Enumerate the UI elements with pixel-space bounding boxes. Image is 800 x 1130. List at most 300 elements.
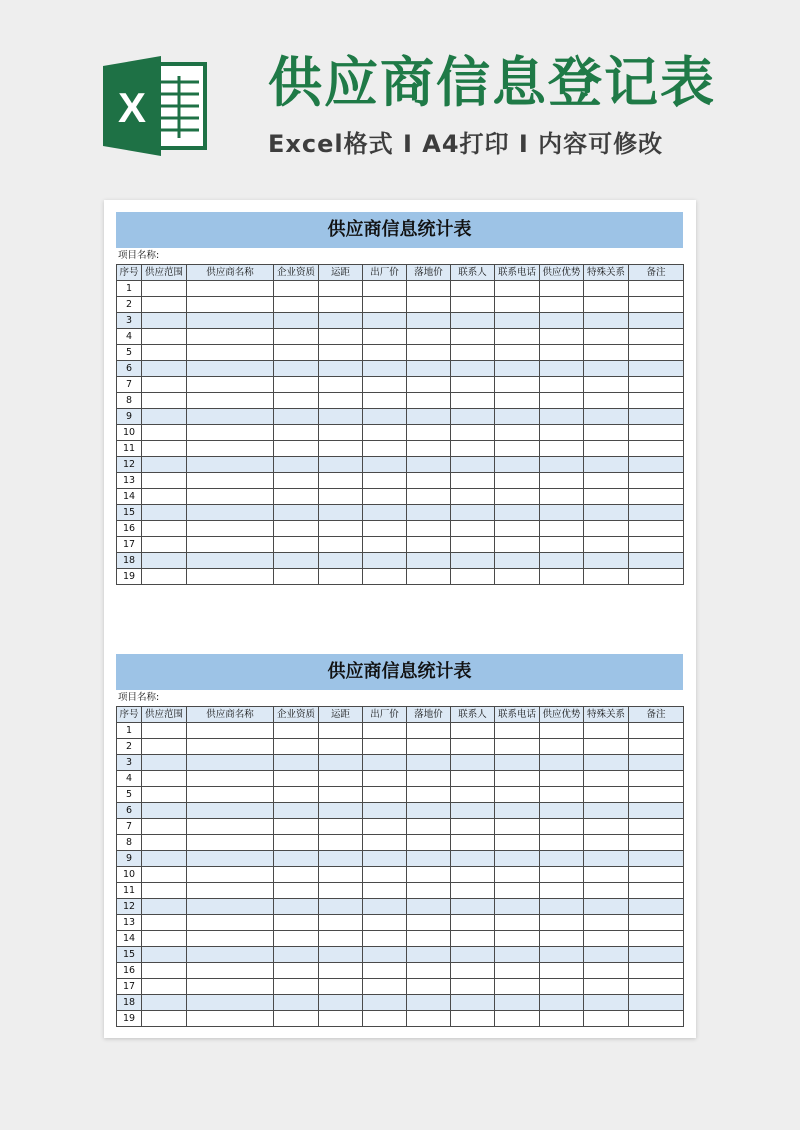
table-cell[interactable] [407, 505, 451, 521]
table-cell[interactable] [451, 425, 495, 441]
table-cell[interactable] [407, 457, 451, 473]
table-cell[interactable] [629, 963, 684, 979]
table-cell[interactable] [540, 553, 584, 569]
table-cell[interactable] [584, 569, 629, 585]
table-cell[interactable] [584, 979, 629, 995]
table-cell[interactable] [540, 457, 584, 473]
table-cell[interactable] [629, 553, 684, 569]
table-cell[interactable] [451, 835, 495, 851]
table-cell[interactable] [407, 313, 451, 329]
table-cell[interactable] [407, 361, 451, 377]
table-cell[interactable] [407, 915, 451, 931]
table-cell[interactable] [451, 393, 495, 409]
table-cell[interactable] [451, 297, 495, 313]
table-cell[interactable] [142, 281, 187, 297]
table-cell[interactable] [540, 393, 584, 409]
table-cell[interactable] [629, 867, 684, 883]
table-cell[interactable] [451, 537, 495, 553]
table-cell[interactable] [540, 899, 584, 915]
table-cell[interactable] [142, 1011, 187, 1027]
table-cell[interactable] [363, 281, 407, 297]
table-cell[interactable] [274, 851, 319, 867]
table-cell[interactable] [319, 553, 363, 569]
table-cell[interactable] [407, 819, 451, 835]
table-cell[interactable] [319, 947, 363, 963]
table-cell[interactable] [629, 537, 684, 553]
table-cell[interactable] [451, 441, 495, 457]
table-cell[interactable] [451, 899, 495, 915]
table-cell[interactable] [274, 505, 319, 521]
table-cell[interactable] [274, 931, 319, 947]
table-cell[interactable] [363, 569, 407, 585]
table-cell[interactable] [187, 329, 274, 345]
table-cell[interactable] [584, 947, 629, 963]
table-cell[interactable] [407, 553, 451, 569]
table-cell[interactable] [363, 819, 407, 835]
table-cell[interactable] [407, 377, 451, 393]
table-cell[interactable] [407, 537, 451, 553]
table-cell[interactable] [274, 329, 319, 345]
table-cell[interactable] [495, 537, 540, 553]
table-cell[interactable] [540, 473, 584, 489]
table-cell[interactable] [584, 345, 629, 361]
table-cell[interactable] [363, 425, 407, 441]
table-cell[interactable] [142, 473, 187, 489]
table-cell[interactable] [319, 441, 363, 457]
table-cell[interactable] [363, 755, 407, 771]
table-cell[interactable] [319, 505, 363, 521]
table-cell[interactable] [629, 915, 684, 931]
table-cell[interactable] [274, 553, 319, 569]
table-cell[interactable] [540, 505, 584, 521]
table-cell[interactable] [495, 899, 540, 915]
table-cell[interactable] [451, 915, 495, 931]
table-cell[interactable] [495, 457, 540, 473]
table-cell[interactable] [274, 915, 319, 931]
table-cell[interactable] [363, 771, 407, 787]
table-cell[interactable] [495, 771, 540, 787]
table-cell[interactable] [142, 771, 187, 787]
table-cell[interactable] [451, 329, 495, 345]
table-cell[interactable] [319, 979, 363, 995]
table-cell[interactable] [584, 409, 629, 425]
table-cell[interactable] [407, 473, 451, 489]
table-cell[interactable] [584, 489, 629, 505]
table-cell[interactable] [451, 345, 495, 361]
table-cell[interactable] [363, 297, 407, 313]
table-cell[interactable] [451, 803, 495, 819]
table-cell[interactable] [142, 521, 187, 537]
table-cell[interactable] [363, 521, 407, 537]
table-cell[interactable] [142, 425, 187, 441]
table-cell[interactable] [142, 723, 187, 739]
table-cell[interactable] [274, 867, 319, 883]
table-cell[interactable] [629, 1011, 684, 1027]
table-cell[interactable] [274, 787, 319, 803]
table-cell[interactable] [629, 995, 684, 1011]
table-cell[interactable] [142, 867, 187, 883]
table-cell[interactable] [142, 739, 187, 755]
table-cell[interactable] [319, 1011, 363, 1027]
table-cell[interactable] [495, 867, 540, 883]
table-cell[interactable] [451, 787, 495, 803]
table-cell[interactable] [584, 425, 629, 441]
table-cell[interactable] [187, 931, 274, 947]
table-cell[interactable] [407, 297, 451, 313]
table-cell[interactable] [363, 537, 407, 553]
table-cell[interactable] [319, 361, 363, 377]
table-cell[interactable] [584, 553, 629, 569]
table-cell[interactable] [407, 771, 451, 787]
table-cell[interactable] [451, 819, 495, 835]
table-cell[interactable] [363, 979, 407, 995]
table-cell[interactable] [540, 867, 584, 883]
table-cell[interactable] [407, 995, 451, 1011]
table-cell[interactable] [584, 755, 629, 771]
table-cell[interactable] [495, 569, 540, 585]
table-cell[interactable] [363, 489, 407, 505]
table-cell[interactable] [187, 505, 274, 521]
table-cell[interactable] [584, 505, 629, 521]
table-cell[interactable] [187, 1011, 274, 1027]
table-cell[interactable] [187, 883, 274, 899]
table-cell[interactable] [629, 899, 684, 915]
table-cell[interactable] [451, 963, 495, 979]
table-cell[interactable] [540, 739, 584, 755]
table-cell[interactable] [274, 1011, 319, 1027]
table-cell[interactable] [629, 345, 684, 361]
table-cell[interactable] [629, 505, 684, 521]
table-cell[interactable] [319, 771, 363, 787]
table-cell[interactable] [629, 297, 684, 313]
table-cell[interactable] [319, 835, 363, 851]
table-cell[interactable] [407, 329, 451, 345]
table-cell[interactable] [407, 489, 451, 505]
table-cell[interactable] [319, 521, 363, 537]
table-cell[interactable] [142, 819, 187, 835]
table-cell[interactable] [319, 457, 363, 473]
table-cell[interactable] [451, 739, 495, 755]
table-cell[interactable] [407, 931, 451, 947]
table-cell[interactable] [363, 313, 407, 329]
table-cell[interactable] [142, 297, 187, 313]
table-cell[interactable] [274, 489, 319, 505]
table-cell[interactable] [495, 915, 540, 931]
table-cell[interactable] [540, 803, 584, 819]
table-cell[interactable] [363, 739, 407, 755]
table-cell[interactable] [319, 723, 363, 739]
table-cell[interactable] [363, 361, 407, 377]
table-cell[interactable] [495, 361, 540, 377]
table-cell[interactable] [540, 995, 584, 1011]
table-cell[interactable] [363, 883, 407, 899]
table-cell[interactable] [363, 409, 407, 425]
table-cell[interactable] [407, 393, 451, 409]
table-cell[interactable] [629, 771, 684, 787]
table-cell[interactable] [274, 723, 319, 739]
table-cell[interactable] [142, 457, 187, 473]
table-cell[interactable] [363, 867, 407, 883]
table-cell[interactable] [451, 457, 495, 473]
table-cell[interactable] [274, 473, 319, 489]
table-cell[interactable] [584, 377, 629, 393]
table-cell[interactable] [319, 819, 363, 835]
table-cell[interactable] [407, 739, 451, 755]
table-cell[interactable] [540, 329, 584, 345]
table-cell[interactable] [584, 995, 629, 1011]
table-cell[interactable] [142, 915, 187, 931]
table-cell[interactable] [495, 345, 540, 361]
table-cell[interactable] [495, 393, 540, 409]
table-cell[interactable] [187, 377, 274, 393]
table-cell[interactable] [540, 819, 584, 835]
table-cell[interactable] [187, 441, 274, 457]
table-cell[interactable] [363, 441, 407, 457]
table-cell[interactable] [363, 457, 407, 473]
table-cell[interactable] [274, 425, 319, 441]
table-cell[interactable] [451, 553, 495, 569]
table-cell[interactable] [407, 755, 451, 771]
table-cell[interactable] [540, 281, 584, 297]
table-cell[interactable] [584, 537, 629, 553]
table-cell[interactable] [319, 409, 363, 425]
table-cell[interactable] [495, 979, 540, 995]
table-cell[interactable] [187, 313, 274, 329]
table-cell[interactable] [142, 931, 187, 947]
table-cell[interactable] [540, 1011, 584, 1027]
table-cell[interactable] [584, 899, 629, 915]
table-cell[interactable] [629, 377, 684, 393]
table-cell[interactable] [540, 489, 584, 505]
table-cell[interactable] [451, 409, 495, 425]
table-cell[interactable] [319, 393, 363, 409]
table-cell[interactable] [187, 835, 274, 851]
table-cell[interactable] [407, 281, 451, 297]
table-cell[interactable] [540, 755, 584, 771]
table-cell[interactable] [187, 457, 274, 473]
table-cell[interactable] [540, 787, 584, 803]
table-cell[interactable] [274, 835, 319, 851]
table-cell[interactable] [274, 457, 319, 473]
table-cell[interactable] [319, 931, 363, 947]
table-cell[interactable] [142, 345, 187, 361]
table-cell[interactable] [540, 377, 584, 393]
table-cell[interactable] [187, 851, 274, 867]
table-cell[interactable] [319, 867, 363, 883]
table-cell[interactable] [495, 835, 540, 851]
table-cell[interactable] [629, 851, 684, 867]
table-cell[interactable] [451, 995, 495, 1011]
table-cell[interactable] [274, 313, 319, 329]
table-cell[interactable] [363, 803, 407, 819]
table-cell[interactable] [407, 1011, 451, 1027]
table-cell[interactable] [495, 803, 540, 819]
table-cell[interactable] [274, 297, 319, 313]
table-cell[interactable] [629, 313, 684, 329]
table-cell[interactable] [187, 947, 274, 963]
table-cell[interactable] [629, 329, 684, 345]
table-cell[interactable] [584, 787, 629, 803]
table-cell[interactable] [540, 313, 584, 329]
table-cell[interactable] [629, 787, 684, 803]
table-cell[interactable] [142, 835, 187, 851]
table-cell[interactable] [274, 537, 319, 553]
table-cell[interactable] [319, 313, 363, 329]
table-cell[interactable] [274, 803, 319, 819]
table-cell[interactable] [495, 723, 540, 739]
table-cell[interactable] [142, 787, 187, 803]
table-cell[interactable] [495, 851, 540, 867]
table-cell[interactable] [495, 755, 540, 771]
table-cell[interactable] [274, 963, 319, 979]
table-cell[interactable] [319, 281, 363, 297]
table-cell[interactable] [495, 409, 540, 425]
table-cell[interactable] [319, 329, 363, 345]
table-cell[interactable] [629, 835, 684, 851]
table-cell[interactable] [363, 473, 407, 489]
table-cell[interactable] [629, 979, 684, 995]
table-cell[interactable] [495, 505, 540, 521]
table-cell[interactable] [363, 899, 407, 915]
table-cell[interactable] [407, 441, 451, 457]
table-cell[interactable] [451, 851, 495, 867]
table-cell[interactable] [540, 931, 584, 947]
table-cell[interactable] [451, 979, 495, 995]
table-cell[interactable] [274, 899, 319, 915]
table-cell[interactable] [584, 441, 629, 457]
table-cell[interactable] [451, 313, 495, 329]
table-cell[interactable] [142, 883, 187, 899]
table-cell[interactable] [451, 947, 495, 963]
table-cell[interactable] [319, 739, 363, 755]
table-cell[interactable] [584, 281, 629, 297]
table-cell[interactable] [363, 915, 407, 931]
table-cell[interactable] [187, 723, 274, 739]
table-cell[interactable] [495, 819, 540, 835]
table-cell[interactable] [495, 329, 540, 345]
table-cell[interactable] [540, 979, 584, 995]
table-cell[interactable] [274, 441, 319, 457]
table-cell[interactable] [319, 963, 363, 979]
table-cell[interactable] [629, 457, 684, 473]
table-cell[interactable] [407, 803, 451, 819]
table-cell[interactable] [495, 377, 540, 393]
table-cell[interactable] [142, 553, 187, 569]
table-cell[interactable] [495, 995, 540, 1011]
table-cell[interactable] [274, 393, 319, 409]
table-cell[interactable] [274, 883, 319, 899]
table-cell[interactable] [629, 739, 684, 755]
table-cell[interactable] [187, 963, 274, 979]
table-cell[interactable] [451, 771, 495, 787]
table-cell[interactable] [540, 883, 584, 899]
table-cell[interactable] [540, 297, 584, 313]
table-cell[interactable] [319, 851, 363, 867]
table-cell[interactable] [495, 1011, 540, 1027]
table-cell[interactable] [540, 963, 584, 979]
table-cell[interactable] [407, 409, 451, 425]
table-cell[interactable] [319, 915, 363, 931]
table-cell[interactable] [495, 739, 540, 755]
table-cell[interactable] [407, 851, 451, 867]
table-cell[interactable] [407, 883, 451, 899]
table-cell[interactable] [629, 569, 684, 585]
table-cell[interactable] [407, 723, 451, 739]
table-cell[interactable] [319, 297, 363, 313]
table-cell[interactable] [142, 313, 187, 329]
table-cell[interactable] [495, 281, 540, 297]
table-cell[interactable] [142, 409, 187, 425]
table-cell[interactable] [584, 361, 629, 377]
table-cell[interactable] [584, 329, 629, 345]
table-cell[interactable] [407, 425, 451, 441]
table-cell[interactable] [363, 931, 407, 947]
table-cell[interactable] [274, 521, 319, 537]
table-cell[interactable] [319, 425, 363, 441]
table-cell[interactable] [629, 409, 684, 425]
table-cell[interactable] [187, 521, 274, 537]
table-cell[interactable] [407, 963, 451, 979]
table-cell[interactable] [142, 393, 187, 409]
table-cell[interactable] [451, 569, 495, 585]
table-cell[interactable] [540, 361, 584, 377]
table-cell[interactable] [451, 281, 495, 297]
table-cell[interactable] [584, 915, 629, 931]
table-cell[interactable] [319, 787, 363, 803]
table-cell[interactable] [451, 883, 495, 899]
table-cell[interactable] [187, 345, 274, 361]
table-cell[interactable] [363, 963, 407, 979]
table-cell[interactable] [451, 931, 495, 947]
table-cell[interactable] [407, 979, 451, 995]
table-cell[interactable] [451, 505, 495, 521]
table-cell[interactable] [363, 787, 407, 803]
table-cell[interactable] [584, 803, 629, 819]
table-cell[interactable] [540, 569, 584, 585]
table-cell[interactable] [274, 345, 319, 361]
table-cell[interactable] [142, 851, 187, 867]
table-cell[interactable] [142, 361, 187, 377]
table-cell[interactable] [451, 1011, 495, 1027]
table-cell[interactable] [187, 361, 274, 377]
table-cell[interactable] [187, 297, 274, 313]
table-cell[interactable] [629, 521, 684, 537]
table-cell[interactable] [274, 819, 319, 835]
table-cell[interactable] [319, 803, 363, 819]
table-cell[interactable] [363, 1011, 407, 1027]
table-cell[interactable] [629, 393, 684, 409]
table-cell[interactable] [142, 995, 187, 1011]
table-cell[interactable] [451, 521, 495, 537]
table-cell[interactable] [274, 409, 319, 425]
table-cell[interactable] [363, 947, 407, 963]
table-cell[interactable] [629, 473, 684, 489]
table-cell[interactable] [540, 345, 584, 361]
table-cell[interactable] [142, 489, 187, 505]
table-cell[interactable] [142, 899, 187, 915]
table-cell[interactable] [319, 569, 363, 585]
table-cell[interactable] [363, 723, 407, 739]
table-cell[interactable] [407, 521, 451, 537]
table-cell[interactable] [187, 819, 274, 835]
table-cell[interactable] [495, 297, 540, 313]
table-cell[interactable] [363, 377, 407, 393]
table-cell[interactable] [451, 361, 495, 377]
table-cell[interactable] [451, 723, 495, 739]
table-cell[interactable] [629, 755, 684, 771]
table-cell[interactable] [495, 489, 540, 505]
table-cell[interactable] [187, 899, 274, 915]
